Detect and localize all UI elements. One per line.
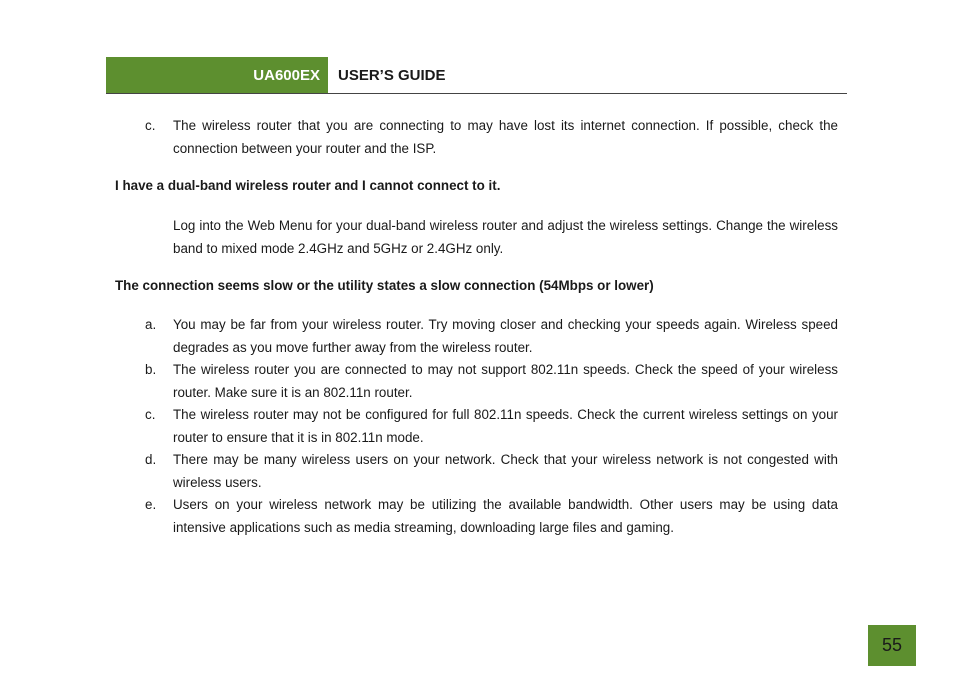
list-item-text: Users on your wireless network may be utilizing the available bandwidth. Other users may be using data intensive applications such as media streaming, downloading large files and gaming. [173, 497, 838, 535]
list-marker: e. [145, 497, 157, 512]
list-marker: b. [145, 362, 157, 377]
section-heading-dual-band: I have a dual-band wireless router and I cannot connect to it. [115, 178, 501, 193]
page-header [106, 57, 847, 94]
list-item-text: The wireless router that you are connecting to may have lost its internet connection. If possible, check the connection between your router and the ISP. [173, 118, 838, 156]
product-name: UA600EX [253, 66, 320, 84]
page-number: 55 [881, 635, 903, 655]
list-item-text: The wireless router you are connected to may not support 802.11n speeds. Check the speed of your wireless router. Make sure it is an 802.11n router. [173, 362, 838, 400]
list-marker: d. [145, 452, 157, 467]
list-marker: c. [145, 118, 156, 133]
list-item-text: There may be many wireless users on your network. Check that your wireless network is not congested with wireless users. [173, 452, 838, 490]
guide-title: USER’S GUIDE [338, 66, 446, 84]
list-item-text: You may be far from your wireless router. Try moving closer and checking your speeds again. Wireless speed degrades as you move further away from the wireless router. [173, 317, 838, 355]
section-body-dual-band: Log into the Web Menu for your dual-band wireless router and adjust the wireless settings. Change the wireless band to mixed mode 2.4GHz and 5GHz or 2.4GHz only. [173, 218, 838, 256]
list-marker: c. [145, 407, 156, 422]
list-item-text: The wireless router may not be configured for full 802.11n speeds. Check the current wireless settings on your router to ensure that it is in 802.11n mode. [173, 407, 838, 445]
product-name-block [106, 57, 328, 93]
page-number-badge [868, 625, 916, 666]
list-marker: a. [145, 317, 157, 332]
section-heading-slow-connection: The connection seems slow or the utility states a slow connection (54Mbps or lower) [115, 278, 654, 293]
